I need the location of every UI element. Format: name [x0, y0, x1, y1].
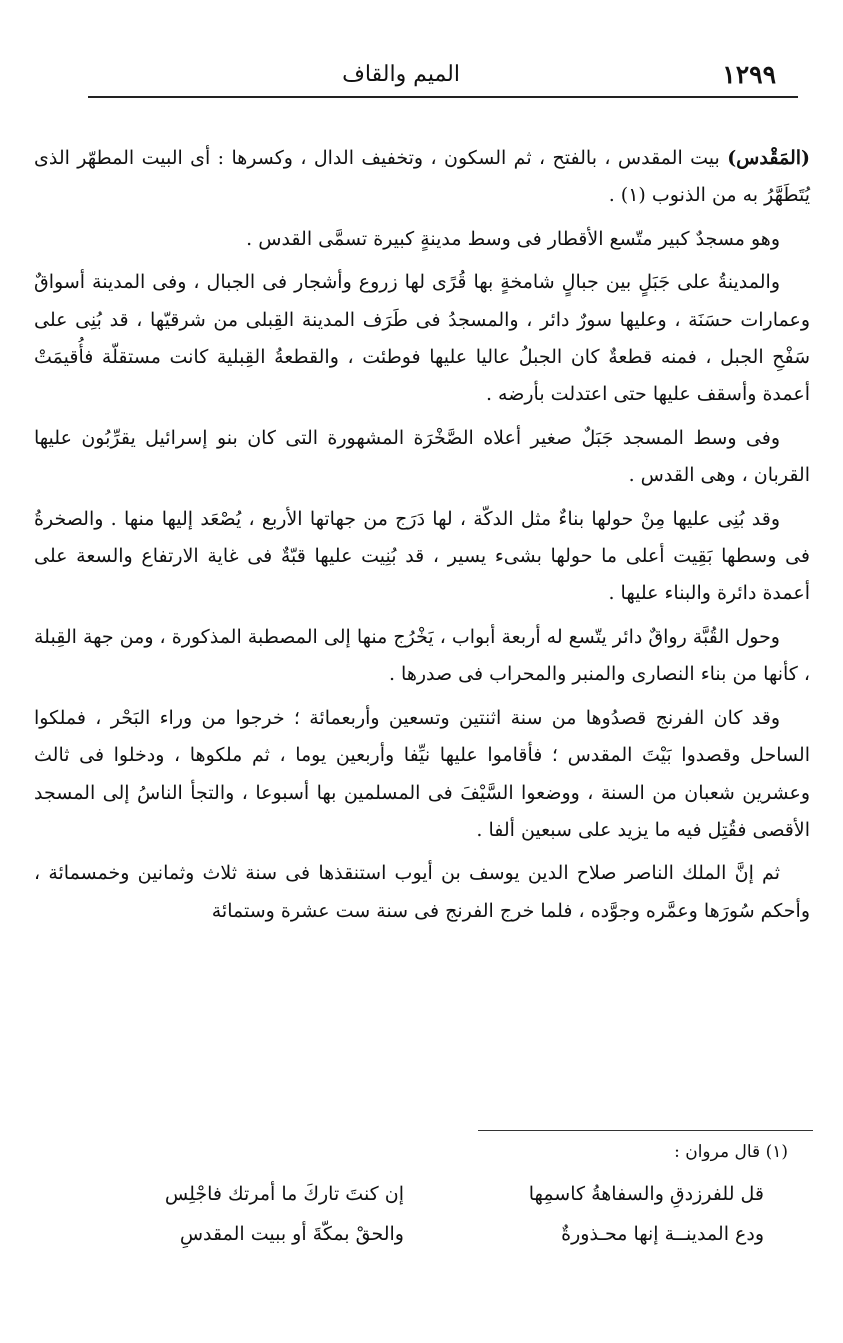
footnote-rule [478, 1130, 813, 1131]
paragraph: وقد بُنِى عليها مِنْ حولها بناءٌ مثل الدكّة ، لها دَرَج من جهاتها الأربع ، يُصْعَد إليها منها . والصخرةُ فى وسطها بَقِيت أعلى ما حولها بشىء يسير ، قد بُنِيت عليها قبّةٌ فى غاية الارتفاع والسعة على أعمدة دائرة والبناء عليها . [34, 507, 810, 605]
paragraph: وحول القُبَّة رواقٌ دائر يتّسع له أربعة أبواب ، يَخْرُج منها إلى المصطبة المذكورة ، ومن جهة القِبلة ، كأنها من بناء النصارى والمنبر والمحراب فى صدرها . [34, 625, 810, 686]
paragraph-entry [34, 140, 810, 215]
verse-first-hemistich: قل للفرزدقِ والسفاهةُ كاسمِها [528, 1183, 764, 1205]
paragraph: وقد كان الفرنج قصدُوها من سنة اثنتين وتسعين وأربعمائة ؛ خرجوا من وراء البَحْر ، فملكوا الساحل وقصدوا بَيْتَ المقدس ؛ فأقاموا عليها نيِّفا وأربعين يوما ، ثم ملكوها ، ودخلوا فى ثالث وعشرين شعبان من السنة ، ووضعوا السَّيْفَ فى المسلمين بها أسبوعا ، والتجأ الناسُ إلى المسجد الأقصى فقُتِل فيه ما يزيد على سبعين ألفا . [34, 706, 810, 841]
footnotes [34, 1137, 804, 1247]
paragraph: وفى وسط المسجد جَبَلٌ صغير أعلاه الصَّخْرَة المشهورة التى كان بنو إسرائيل يقرِّبُون عليها القربان ، وهى القدس . [34, 426, 810, 487]
page-header [48, 58, 798, 98]
paragraph: والمدينةُ على جَبَلٍ بين جبالٍ شامخةٍ بها قُرًى لها زروع وأشجار فى الجبال ، وفى المدينة أسواقٌ وعمارات حسَنَة ، وعليها سورٌ دائر ، والمسجدُ فى طَرَف المدينة القِبلى من شرقيّها ، قد بُنِى على سَفْحِ الجبل ، فمنه قطعةٌ كان الجبلُ عاليا عليها فوطئت ، والقطعةُ القِبلية كانت مستقلّة فأُقيمَتْ أعمدة وأسقف عليها حتى اعتدلت بأرضه . [34, 271, 810, 406]
paragraph: وهو مسجدٌ كبير متّسع الأقطار فى وسط مدينةٍ كبيرة تسمَّى القدس . [246, 227, 780, 250]
verse-second-hemistich: والحقْ بمكّةَ أو ببيت المقدسِ [179, 1223, 404, 1245]
verse-line [34, 1221, 804, 1247]
entry-keyword: (المَقْدس) [727, 147, 810, 169]
paragraph: ثم إنَّ الملك الناصر صلاح الدين يوسف بن أيوب استنقذها فى سنة ثلاث وثمانين وخمسمائة ، وأحكم سُورَها وعمَّره وجوَّده ، فلما خرج الفرنج فى سنة ست عشرة وستمائة [34, 862, 810, 922]
verse-second-hemistich: إن كنتَ تاركَ ما أمرتك فاجْلِس [164, 1183, 404, 1205]
page-number: ١٢٩٩ [722, 60, 776, 89]
verse-first-hemistich: ودع المدينــة إنها محـذورةٌ [561, 1223, 764, 1245]
footnote-label: (١) قال مروان : [674, 1142, 788, 1162]
page-body [34, 140, 810, 936]
header-rule [88, 96, 798, 98]
paragraph-text: بيت المقدس ، بالفتح ، ثم السكون ، وتخفيف الدال ، وكسرها : أى البيت المطهّر الذى يُتَطَهَّرُ به من الذنوب (١) . [34, 147, 810, 207]
running-title: الميم والقاف [342, 62, 460, 87]
verse-line [34, 1181, 804, 1207]
